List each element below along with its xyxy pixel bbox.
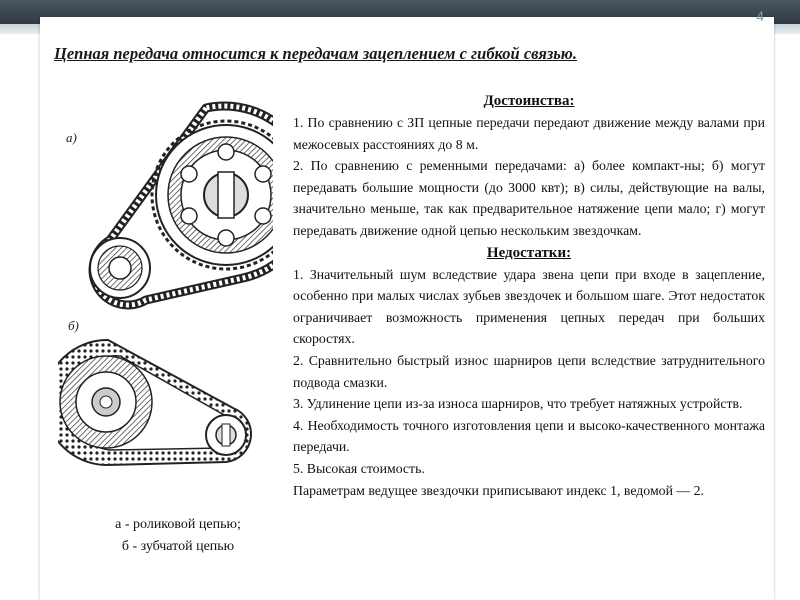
closing-note: Параметрам ведущее звездочки приписывают индекс 1, ведомой — 2.	[293, 482, 705, 498]
slide-number: 4	[756, 8, 764, 24]
disadvantage-item: 3. Удлинение цепи из-за износа шарниров, что требует натяжных устройств.	[293, 396, 743, 412]
advantage-item: 1. По сравнению с ЗП цепные передачи передают движение между валами при межосевых расстояниях до 8 м.	[293, 115, 765, 152]
chain-drive-figure	[58, 90, 273, 490]
disadvantage-item: 1. Значительный шум вследствие удара звена цепи при входе в зацепление, особенно при малых числах зубьев звездочек и большом шаге. Этот недостаток ограничивает возможность применения цепных передач при больших скоростях.	[293, 266, 765, 347]
disadvantage-item: 4. Необходимость точного изготовления цепи и высоко-качественного монтажа передачи.	[293, 417, 765, 455]
slide-title: Цепная передача относится к передачам зацеплением с гибкой связью.	[54, 44, 577, 63]
disadvantage-item: 2. Сравнительно быстрый износ шарниров цепи вследствие затруднительного подвода смазки.	[293, 352, 765, 390]
caption-line-2: б - зубчатой цепью	[121, 539, 235, 554]
advantages-heading: Достоинства:	[483, 93, 575, 109]
figure-caption	[58, 514, 298, 558]
figure-label-a: а)	[66, 130, 77, 145]
disadvantages-heading: Недостатки:	[486, 244, 572, 261]
chain-drive-illustration	[58, 90, 273, 490]
caption-line-1: а - роликовой цепью;	[115, 517, 241, 532]
figure-label-b: б)	[68, 318, 79, 333]
roller-chain-drive	[90, 106, 273, 305]
toothed-chain-drive	[58, 340, 251, 465]
disadvantage-item: 5. Высокая стоимость.	[293, 460, 425, 476]
text-column	[293, 90, 765, 501]
advantage-item: 2. По сравнению с ременными передачами: а) более компакт-ны; б) могут передавать большие мощности (до 3000 квт); в) силы, действующие на валы, значительно меньше, так как предварительное натяжение цепи мало; г) могут передавать движение одной цепью нескольким звездочкам.	[293, 158, 765, 238]
